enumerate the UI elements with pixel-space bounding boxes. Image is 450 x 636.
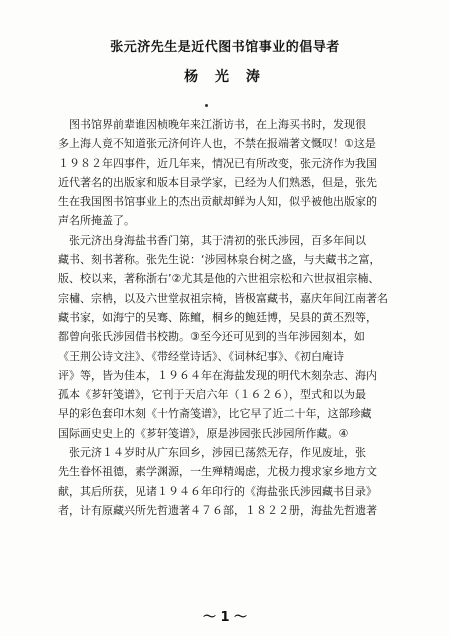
text-line: 宗橚、宗柟，以及六世堂叔祖宗椅，皆极富藏书，嘉庆年间江南著名: [58, 291, 388, 305]
decorative-dot: [205, 104, 208, 107]
text-line: 张元济出身海盐书香门第，其于清初的张氏涉园，百多年间以: [58, 233, 366, 247]
text-line: 献，其后所获，见诸１９４６年印行的《海盐张氏涉园藏书目录》: [58, 484, 377, 498]
page-number: ～ 1 ～: [202, 610, 248, 625]
text-line: 先生眷怀祖德，素学渊源，一生殚精竭虑，尤极力搜求家乡地方文: [58, 465, 377, 479]
page-title: 张元济先生是近代图书馆事业的倡导者: [110, 40, 340, 55]
text-line: 藏书家，如海宁的吴骞、陈鳣，桐乡的鲍廷博，吴县的黄丕烈等，: [58, 310, 377, 324]
text-line: 藏书、刻书著称。张先生说：‘涉园林泉台树之盛，与夫藏书之富，: [58, 253, 381, 267]
text-line: 都曾向张氏涉园借书校勘。③至今还可见到的当年涉园刻本，如: [58, 330, 365, 344]
text-line: 声名所掩盖了。: [58, 214, 135, 228]
text-line: 者，计有原藏兴所先哲遗著４７６部，１８２２册，海盐先哲遗著: [58, 503, 377, 517]
text-line: 版、校以来，著称浙右’②尤其是他的六世祖宗松和六世叔祖宗楠、: [58, 272, 380, 286]
text-line: 孤本《芗轩笺谱》，它刊于天启六年（１６２６），型式和以为最: [58, 388, 366, 402]
text-line: 多上海人竟不知道张元济何许人也，不禁在报端著文慨叹！①这是: [58, 137, 376, 151]
author-name: 杨 光 涛: [184, 69, 266, 85]
body-text: [58, 115, 418, 520]
text-line: 生在我国图书馆事业上的杰出贡献却鲜为人知，似乎被他出版家的: [58, 195, 377, 209]
text-line: 张元济１４岁时从广东回乡，涉园已荡然无存，作见废址，张: [58, 446, 366, 460]
text-line: 评》等，皆为佳本，１９６４年在海盐发现的明代木刻杂志、海内: [58, 368, 377, 382]
text-line: 早的彩色套印木刻《十竹斋笺谱》，比它早了近二十年，这部珍藏: [58, 407, 372, 421]
text-line: 国际画史史上的《芗轩笺谱》，原是涉园张氏涉园所作藏。④: [58, 426, 349, 440]
text-line: 图书馆界前辈谁因桢晚年来江浙访书，在上海买书时，发现很: [58, 118, 366, 131]
text-line: １９８２年四事件，近几年来，情况已有所改变，张元济作为我国: [58, 156, 377, 170]
text-line: 《王荆公诗文注》、《带经堂诗话》、《词林纪事》、《初白庵诗: [58, 349, 344, 363]
text-line: 近代著名的出版家和版本目录学家，已经为人们熟悉，但是，张先: [58, 175, 377, 189]
